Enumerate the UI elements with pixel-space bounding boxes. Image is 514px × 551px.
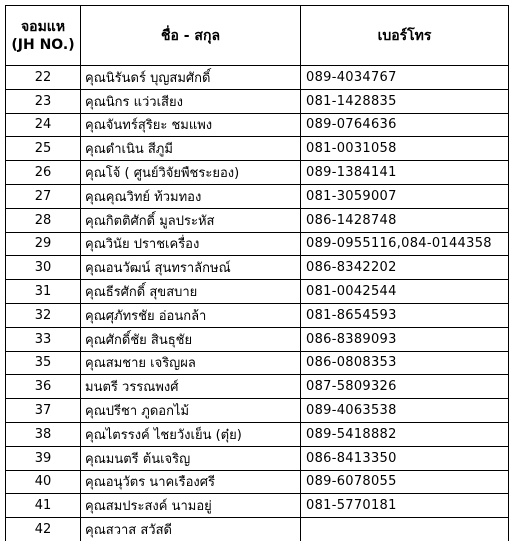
cell-number[interactable]: 29 — [6, 232, 81, 256]
cell-phone[interactable]: 086-0808353 — [301, 351, 509, 375]
table-row — [6, 303, 509, 327]
cell-number[interactable]: 35 — [6, 351, 81, 375]
header-name[interactable]: ชื่อ - สกุล — [81, 6, 301, 66]
cell-name[interactable]: คุณกิตติศักดิ์ มูลประหัส — [81, 208, 301, 232]
cell-number[interactable]: 42 — [6, 518, 81, 541]
cell-name[interactable]: คุณสวาส สวัสดี — [81, 518, 301, 541]
cell-phone[interactable]: 086-8413350 — [301, 446, 509, 470]
cell-name[interactable]: คุณนิรันดร์ บุญสมศักดิ์ — [81, 66, 301, 90]
table-row — [6, 470, 509, 494]
cell-phone[interactable]: 081-0031058 — [301, 137, 509, 161]
cell-name[interactable]: คุณศุภัทรชัย อ่อนกล้า — [81, 303, 301, 327]
cell-phone[interactable] — [301, 518, 509, 541]
cell-number[interactable]: 40 — [6, 470, 81, 494]
cell-number[interactable]: 26 — [6, 161, 81, 185]
cell-name[interactable]: คุณนิกร แว่วเสียง — [81, 89, 301, 113]
cell-phone[interactable]: 089-0764636 — [301, 113, 509, 137]
cell-phone[interactable]: 081-1428835 — [301, 89, 509, 113]
cell-name[interactable]: คุณดำเนิน สีภูมี — [81, 137, 301, 161]
cell-phone[interactable]: 089-5418882 — [301, 422, 509, 446]
table-row — [6, 208, 509, 232]
cell-number[interactable]: 39 — [6, 446, 81, 470]
table-row — [6, 161, 509, 185]
cell-phone[interactable]: 086-8342202 — [301, 256, 509, 280]
cell-name[interactable]: คุณสมชาย เจริญผล — [81, 351, 301, 375]
cell-number[interactable]: 22 — [6, 66, 81, 90]
cell-phone[interactable]: 081-0042544 — [301, 280, 509, 304]
table-row — [6, 446, 509, 470]
cell-name[interactable]: คุณปรีชา ภูดอกไม้ — [81, 399, 301, 423]
cell-name[interactable]: คุณคุณวิทย์ ท้วมทอง — [81, 184, 301, 208]
cell-name[interactable]: คุณธีรศักดิ์ สุขสบาย — [81, 280, 301, 304]
cell-name[interactable]: คุณโจ้ ( ศูนย์วิจัยพืชระยอง) — [81, 161, 301, 185]
cell-phone[interactable]: 081-8654593 — [301, 303, 509, 327]
table-row — [6, 280, 509, 304]
table-row — [6, 327, 509, 351]
cell-number[interactable]: 25 — [6, 137, 81, 161]
contact-table — [5, 5, 509, 541]
table-row — [6, 66, 509, 90]
table-row — [6, 137, 509, 161]
cell-phone[interactable]: 089-4063538 — [301, 399, 509, 423]
cell-name[interactable]: คุณวินัย ปราชเครื่อง — [81, 232, 301, 256]
cell-number[interactable]: 36 — [6, 375, 81, 399]
table-row — [6, 184, 509, 208]
header-row — [6, 6, 509, 66]
header-phone[interactable]: เบอร์โทร — [301, 6, 509, 66]
cell-number[interactable]: 27 — [6, 184, 81, 208]
cell-name[interactable]: คุณอนวัฒน์ สุนทราลักษณ์ — [81, 256, 301, 280]
cell-number[interactable]: 37 — [6, 399, 81, 423]
cell-number[interactable]: 41 — [6, 494, 81, 518]
cell-phone[interactable]: 089-0955116,084-0144358 — [301, 232, 509, 256]
table-row — [6, 422, 509, 446]
cell-number[interactable]: 28 — [6, 208, 81, 232]
cell-name[interactable]: คุณมนตรี ต้นเจริญ — [81, 446, 301, 470]
cell-phone[interactable]: 086-8389093 — [301, 327, 509, 351]
table-row — [6, 89, 509, 113]
cell-name[interactable]: คุณไตรรงค์ ไชยวังเย็น (ตุ๋ย) — [81, 422, 301, 446]
header-number-line2: (JH NO.) — [11, 36, 75, 53]
cell-number[interactable]: 31 — [6, 280, 81, 304]
header-number[interactable] — [6, 6, 81, 66]
table-body — [6, 66, 509, 541]
table-row — [6, 232, 509, 256]
table-row — [6, 256, 509, 280]
table-row — [6, 494, 509, 518]
cell-phone[interactable]: 089-1384141 — [301, 161, 509, 185]
table-row — [6, 518, 509, 541]
cell-phone[interactable]: 081-3059007 — [301, 184, 509, 208]
table-row — [6, 113, 509, 137]
cell-name[interactable]: คุณจันทร์สุริยะ ชมแพง — [81, 113, 301, 137]
cell-number[interactable]: 30 — [6, 256, 81, 280]
cell-name[interactable]: คุณสมประสงค์ นามอยู่ — [81, 494, 301, 518]
cell-number[interactable]: 24 — [6, 113, 81, 137]
cell-number[interactable]: 38 — [6, 422, 81, 446]
table-row — [6, 375, 509, 399]
cell-phone[interactable]: 086-1428748 — [301, 208, 509, 232]
table-row — [6, 399, 509, 423]
cell-name[interactable]: คุณศักดิ์ชัย สินธุชัย — [81, 327, 301, 351]
cell-name[interactable]: มนตรี วรรณพงศ์ — [81, 375, 301, 399]
table-row — [6, 351, 509, 375]
cell-number[interactable]: 32 — [6, 303, 81, 327]
cell-phone[interactable]: 081-5770181 — [301, 494, 509, 518]
cell-name[interactable]: คุณอนุวัตร นาคเรืองศรี — [81, 470, 301, 494]
cell-phone[interactable]: 089-6078055 — [301, 470, 509, 494]
cell-number[interactable]: 33 — [6, 327, 81, 351]
cell-number[interactable]: 23 — [6, 89, 81, 113]
cell-phone[interactable]: 087-5809326 — [301, 375, 509, 399]
header-number-line1: จอมแห — [20, 18, 66, 35]
cell-phone[interactable]: 089-4034767 — [301, 66, 509, 90]
